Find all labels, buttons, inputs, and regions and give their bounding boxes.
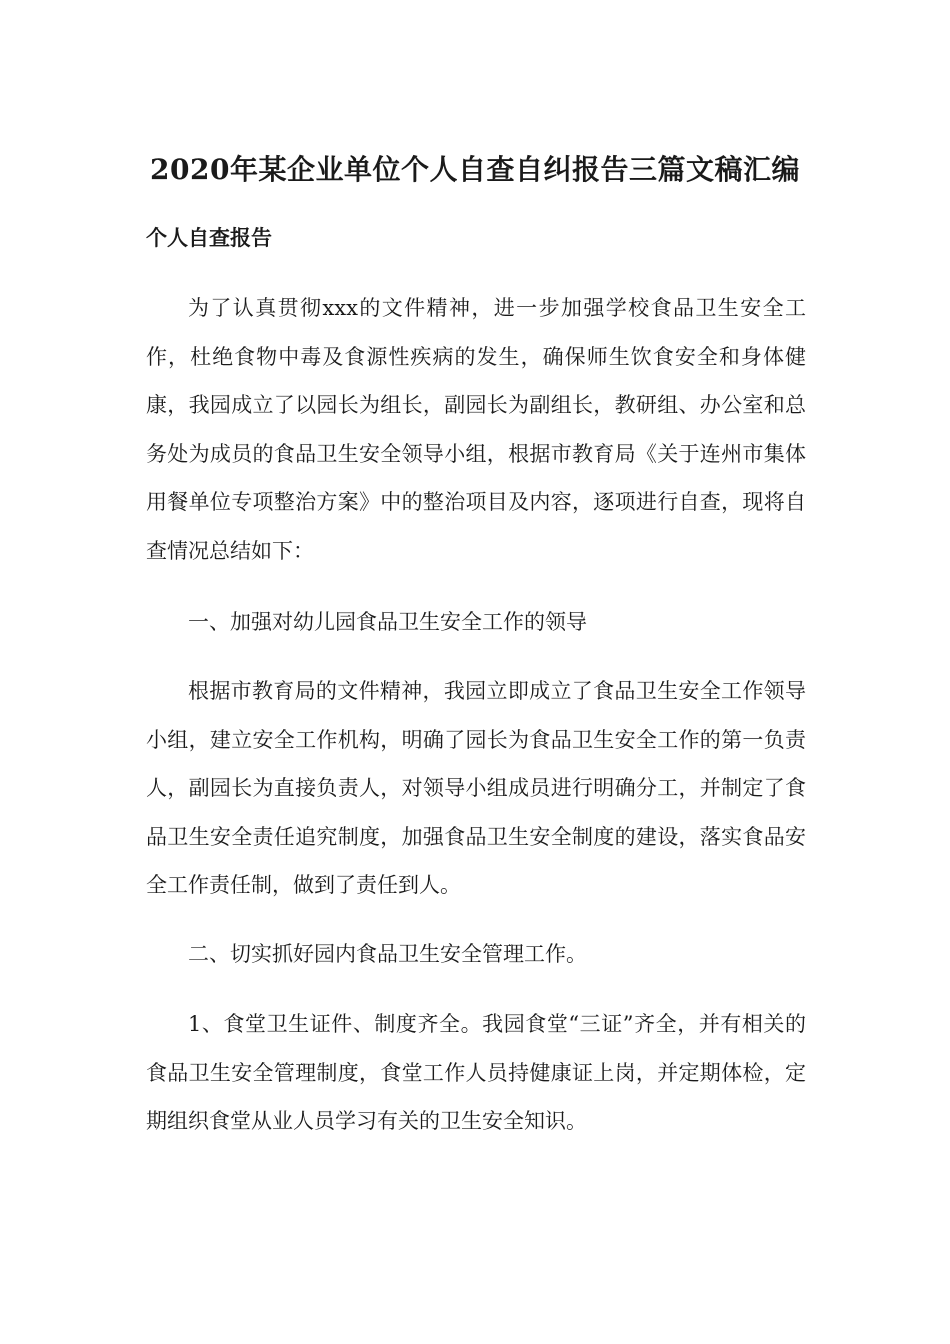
body-paragraph: 根据市教育局的文件精神，我园立即成立了食品卫生安全工作领导小组，建立安全工作机构，明确了园长为食品卫生安全工作的第一负责人，副园长为直接负责人，对领导小组成员进行明确分工，并制定了食品卫生安全责任追究制度，加强食品卫生安全制度的建设，落实食品安全工作责任制，做到了责任到人。 bbox=[146, 679, 806, 897]
section-heading-2: 二、切实抓好园内食品卫生安全管理工作。 bbox=[188, 942, 587, 966]
section-heading-1: 一、加强对幼儿园食品卫生安全工作的领导 bbox=[188, 610, 587, 634]
document-title: 2020年某企业单位个人自查自纠报告三篇文稿汇编 bbox=[150, 153, 800, 186]
body-paragraph: 1、食堂卫生证件、制度齐全。我园食堂“三证”齐全，并有相关的食品卫生安全管理制度，食堂工作人员持健康证上岗，并定期体检，定期组织食堂从业人员学习有关的卫生安全知识。 bbox=[146, 1012, 806, 1133]
section-heading: 个人自查报告 bbox=[146, 226, 272, 250]
body-paragraph: 为了认真贯彻xxx的文件精神，进一步加强学校食品卫生安全工作，杜绝食物中毒及食源性疾病的发生，确保师生饮食安全和身体健康，我园成立了以园长为组长，副园长为副组长，教研组、办公室和总务处为成员的食品卫生安全领导小组，根据市教育局《关于连州市集体用餐单位专项整治方案》中的整治项目及内容，逐项进行自查，现将自查情况总结如下： bbox=[146, 296, 806, 563]
